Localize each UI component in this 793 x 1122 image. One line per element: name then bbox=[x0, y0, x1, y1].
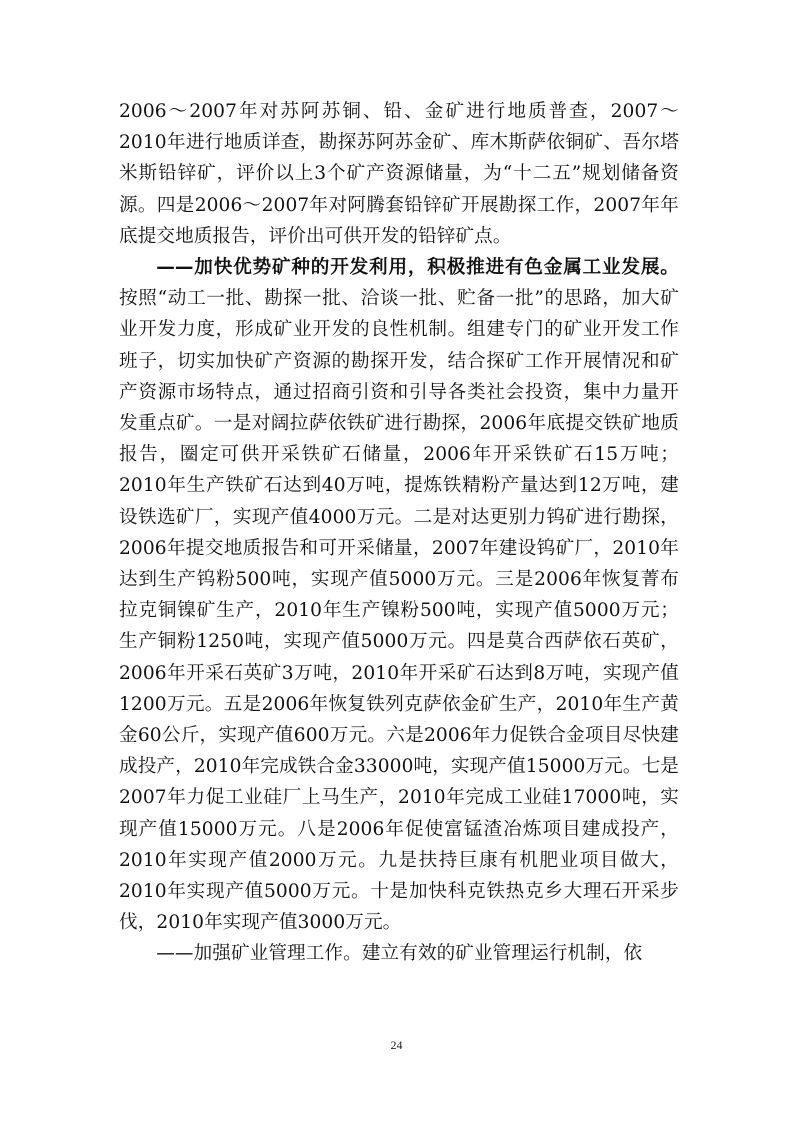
paragraph-text: 建立有效的矿业管理运行机制，依 bbox=[361, 943, 643, 965]
paragraph-heading: ——加快优势矿种的开发利用，积极推进有色金属工业发展。 bbox=[156, 257, 679, 279]
document-body bbox=[119, 96, 679, 970]
paragraph-mining-management bbox=[119, 938, 679, 969]
page-number: 24 bbox=[390, 1038, 403, 1052]
paragraph-text: 2006～2007年对苏阿苏铜、铅、金矿进行地质普查，2007～2010年进行地质详查，勘探苏阿苏金矿、库木斯萨依铜矿、吾尔塔米斯铅锌矿，评价以上3个矿产资源储量，为“十二五”规划储备资源。四是2006～2007年对阿腾套铅锌矿开展勘探工作，2007年年底提交地质报告，评价出可供开发的铅锌矿点。 bbox=[119, 101, 679, 247]
paragraph-mineral-development bbox=[119, 252, 679, 938]
paragraph-continued bbox=[119, 96, 679, 252]
paragraph-text: 按照“动工一批、勘探一批、洽谈一批、贮备一批”的思路，加大矿业开发力度，形成矿业开发的良性机制。组建专门的矿业开发工作班子，切实加快矿产资源的勘探开发，结合探矿工作开展情况和矿产资源市场特点，通过招商引资和引导各类社会投资，集中力量开发重点矿。一是对阔拉萨依铁矿进行勘探，2006年底提交铁矿地质报告，圈定可供开采铁矿石储量，2006年开采铁矿石15万吨；2010年生产铁矿石达到40万吨，提炼铁精粉产量达到12万吨，建设铁选矿厂，实现产值4000万元。二是对达更别力钨矿进行勘探，2006年提交地质报告和可开采储量，2007年建设钨矿厂，2010年达到生产钨粉500吨，实现产值5000万元。三是2006年恢复菁布拉克铜镍矿生产，2010年生产镍粉500吨，实现产值5000万元；生产铜粉1250吨，实现产值5000万元。四是莫合西萨依石英矿，2006年开采石英矿3万吨，2010年开采矿石达到8万吨，实现产值1200万元。五是2006年恢复铁列克萨依金矿生产，2010年生产黄金60公斤，实现产值600万元。六是2006年力促铁合金项目尽快建成投产，2010年完成铁合金33000吨，实现产值15000万元。七是2007年力促工业硅厂上马生产，2010年完成工业硅17000吨，实现产值15000万元。八是2006年促使富锰渣冶炼项目建成投产，2010年实现产值2000万元。九是扶持巨康有机肥业项目做大，2010年实现产值5000万元。十是加快科克铁热克乡大理石开采步伐，2010年实现产值3000万元。 bbox=[119, 288, 679, 934]
paragraph-heading: ——加强矿业管理工作。 bbox=[156, 943, 362, 965]
